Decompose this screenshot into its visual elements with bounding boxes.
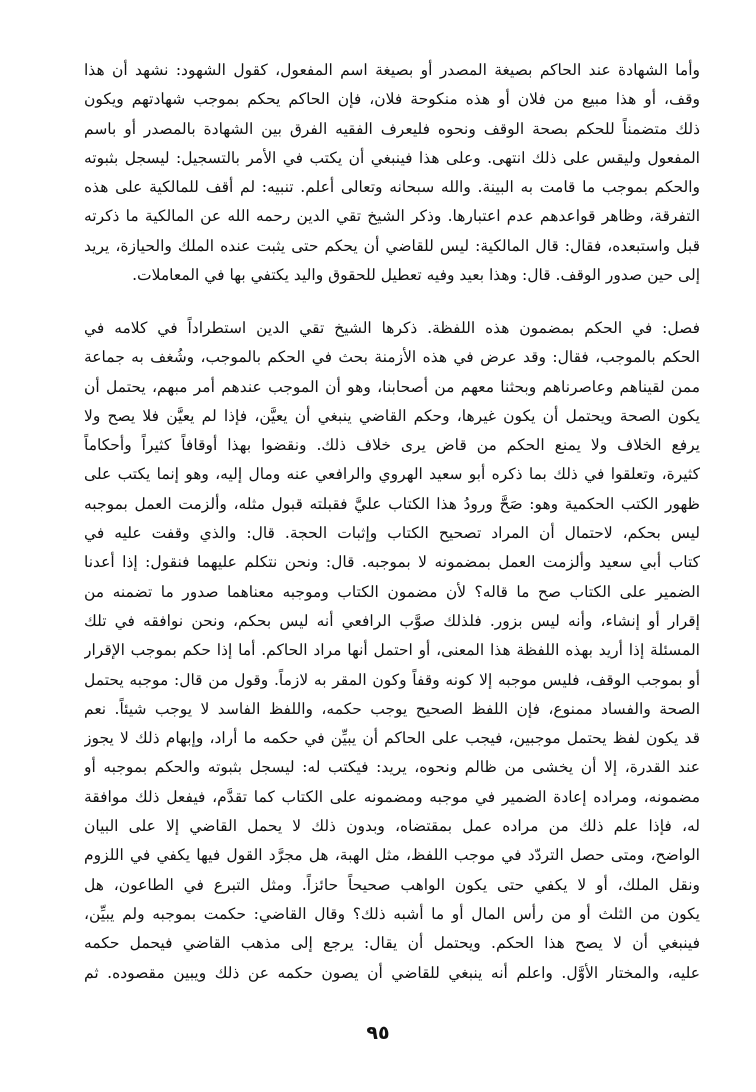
text-line: التفرقة، وظاهر قواعدهم عدم اعتبارها. وذكر الشيخ تقي الدين رحمه الله عن المالكية ما ذكرته [84, 207, 700, 226]
paragraph-1 [84, 56, 700, 290]
text-line: المفعول وليقس على ذلك انتهى. وعلى هذا فينبغي أن يكتب في الأمر بالتسجيل: ليسجل بثبوته [84, 148, 700, 167]
text-line: إلى حين صدور الوقف. قال: وهذا بعيد وفيه تعطيل للحقوق واليد يكتفي بها في المعاملات. [132, 266, 700, 285]
text-line: كثيرة، وتعلقوا في ذلك بما ذكره أبو سعيد الهروي والرافعي عنه ومال إليه، وهو إنما يكتب على [84, 465, 700, 484]
text-line: يرفع الخلاف ولا يمنع الحكم من قاض يرى خلاف ذلك. ونقضوا بهذا أوقافاً كثيراً وأحكاماً [84, 436, 700, 455]
text-line: ظهور الكتب الحكمية وهو: صَحَّ ورودُ هذا الكتاب عليَّ فقبلته قبول مثله، وألزمت العمل بموجبه [84, 494, 700, 513]
text-line: وأما الشهادة عند الحاكم بصيغة المصدر أو بصيغة اسم المفعول، كقول الشهود: نشهد أن هذا [84, 61, 700, 79]
text-line: أو بموجب الوقف، فليس موجبه إلا كونه وقفاً وكون المقر به لازماً. وقول من قال: موجبه يحتمل [84, 670, 700, 689]
text-line: الحكم بالموجب، فقال: وقد عرض في هذه الأزمنة بحث في الحكم بالموجب، وشُغف به جماعة [84, 348, 700, 367]
text-line: المسئلة إذا أريد بهذه اللفظة هذا المعنى، أو احتمل أنها مراد الحاكم. أما إذا حكم بموجب الإقرار [84, 641, 700, 660]
text-line: مضمونه، ومراده إعادة الضمير في موجبه ومضمونه على الكتاب كما تقدَّم، فيفعل ذلك موافقة [84, 787, 700, 806]
text-line: ونقل الملك، أو لا يكفي حتى يكون الواهب صحيحاً حائزاً. ومثل التبرع في الطاعون، هل [84, 875, 700, 894]
page-number: ٩٥ [366, 1022, 390, 1044]
text-line: قد يكون لفظ يحتمل موجبين، فيجب على الحاكم أن يبيِّن في حكمه ما أراد، وإبهام ذلك لا يجوز [84, 729, 700, 748]
text-line: له، فإذا علم ذلك من مراده عمل بمقتضاه، وبدون ذلك لا يحمل القاضي إلا على البيان [84, 817, 700, 836]
text-line: فينبغي أن لا يصح هذا الحكم. ويحتمل أن يقال: يرجع إلى مذهب القاضي فيحمل حكمه [84, 934, 700, 953]
text-line: يكون من الثلث أو من رأس المال أو ما أشبه ذلك؟ وقال القاضي: حكمت بموجبه ولم يبيِّن، [84, 904, 700, 923]
text-line: الضمير على الكتاب صح ما قاله؟ لأن مضمون الكتاب وموجبه معناهما صدور ما تضمنه من [84, 582, 700, 601]
text-line: عند القدرة، إلا أن يخشى من ظالم ونحوه، يريد: فيكتب له: ليسجل بثبوته والحكم بموجبه أو [84, 758, 700, 777]
text-line: ذلك متضمناً للحكم بصحة الوقف ونحوه فليعرف الفقيه الفرق بين الشهادة بالمصدر أو باسم [84, 119, 700, 138]
section-heading-line: فصل: في الحكم بمضمون هذه اللفظة. ذكرها الشيخ تقي الدين استطراداً في كلامه في [84, 319, 700, 337]
text-line: كتاب أبي سعيد وألزمت العمل بمضمونه لا بموجبه. قال: ونحن نتكلم عليهما فنقول: إذا أعدنا [84, 553, 700, 572]
text-line: الصحة والفساد ممنوع، فإن اللفظ الصحيح يوجب حكمه، واللفظ الفاسد لا يوجب شيئاً. نعم [84, 699, 700, 718]
text-line: ممن لقيناهم وعاصرناهم وبحثنا معهم من أصحابنا، وهو أن الموجب عندهم أمر مبهم، يحتمل أن [84, 377, 700, 396]
text-line: إقرار أو إنشاء، وأنه ليس بزور. فلذلك صوَّب الرافعي أنه ليس بحكم، ونحن نوافقه في تلك [84, 611, 700, 630]
text-line: وقف، أو هذا مبيع من فلان أو هذه منكوحة فلان، فإن الحاكم يحكم بموجب شهادتهم ويكون [84, 90, 700, 109]
text-line: الواضح، ومتى حصل التردّد في موجب اللفظ، مثل الهبة، هل مجرَّد القول فيها يكفي في اللزوم [84, 846, 700, 865]
text-line: قبل واستبعده، فقال: قال المالكية: ليس للقاضي أن يحكم حتى يثبت عنده الملك والحيازة، يريد [84, 236, 700, 255]
paragraph-2 [84, 314, 700, 988]
text-line: والحكم بموجب ما قامت به البينة. والله سبحانه وتعالى أعلم. تنبيه: لم أقف للمالكية على هذه [84, 178, 700, 197]
text-line: عليه، والمختار الأوَّل. واعلم أنه ينبغي للقاضي أن يصون حكمه عن ذلك ويبين مقصوده. ثم [84, 963, 700, 982]
text-line: يكون الصحة ويحتمل أن يكون غيرها، وحكم القاضي ينبغي أن يعيَّن، فإذا لم يعيَّن فلا يصح ولا [84, 406, 700, 425]
text-line: ليس بحكم، لاحتمال أن المراد تصحيح الكتاب وإثبات الحجة. قال: والذي وقفت عليه في [84, 524, 700, 543]
